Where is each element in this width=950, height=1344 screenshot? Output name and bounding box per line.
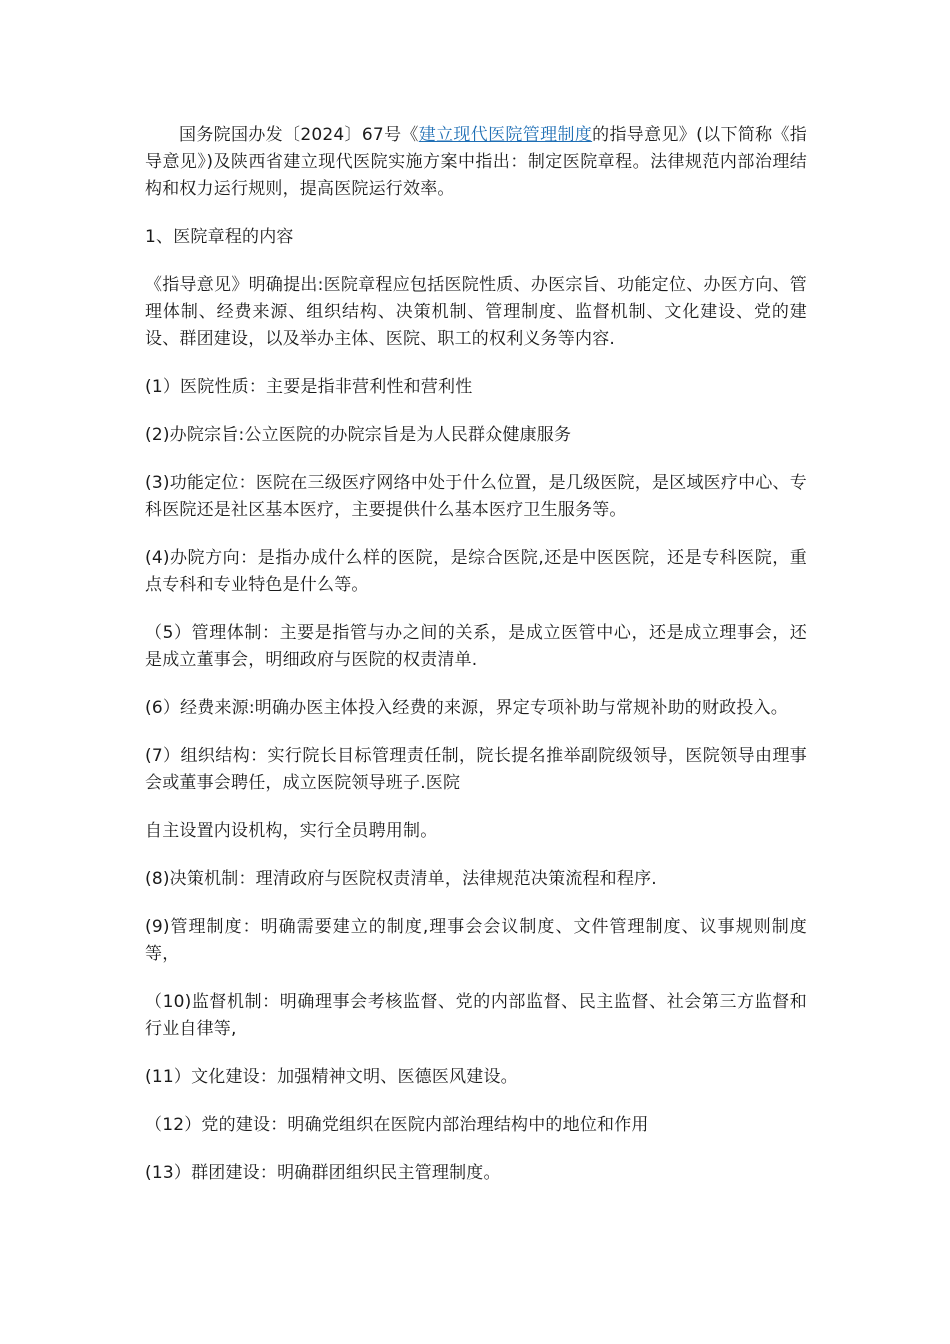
list-item-3: (3)功能定位：医院在三级医疗网络中处于什么位置，是几级医院，是区域医疗中心、专科医院还是社区基本医疗，主要提供什么基本医疗卫生服务等。	[145, 473, 807, 520]
policy-link[interactable]: 建立现代医院管理制度	[418, 125, 593, 145]
list-item-13: (13）群团建设：明确群团组织民主管理制度。	[145, 1163, 501, 1183]
list-item-4: (4)办院方向：是指办成什么样的医院，是综合医院,还是中医医院，还是专科医院，重点专科和专业特色是什么等。	[145, 548, 807, 595]
list-item-7-continued: 自主设置内设机构，实行全员聘用制。	[145, 821, 438, 841]
list-item-12: （12）党的建设：明确党组织在医院内部治理结构中的地位和作用	[145, 1115, 649, 1135]
summary-paragraph: 《指导意见》明确提出:医院章程应包括医院性质、办医宗旨、功能定位、办医方向、管理体制、经费来源、组织结构、决策机制、管理制度、监督机制、文化建设、党的建设、群团建设，以及举办主体、医院、职工的权利义务等内容.	[145, 275, 807, 349]
list-item-8: (8)决策机制：理清政府与医院权责清单，法律规范决策流程和程序.	[145, 869, 657, 889]
document-body	[145, 122, 807, 1208]
list-item-9: (9)管理制度：明确需要建立的制度,理事会会议制度、文件管理制度、议事规则制度等，	[145, 917, 807, 964]
list-item-10: （10)监督机制：明确理事会考核监督、党的内部监督、民主监督、社会第三方监督和行业自律等,	[145, 992, 807, 1039]
list-item-6: (6）经费来源:明确办医主体投入经费的来源，界定专项补助与常规补助的财政投入。	[145, 698, 788, 718]
intro-text-after: 的指导意见》(以下简称《指导意见》)及陕西省建立现代医院实施方案中指出：制定医院章程。法律规范内部治理结构和权力运行规则，提高医院运行效率。	[145, 125, 808, 199]
section-heading: 1、医院章程的内容	[145, 227, 294, 247]
list-item-2: (2)办院宗旨:公立医院的办院宗旨是为人民群众健康服务	[145, 425, 572, 445]
list-item-11: (11）文化建设：加强精神文明、医德医风建设。	[145, 1067, 518, 1087]
intro-paragraph	[145, 122, 807, 203]
list-item-1: (1）医院性质：主要是指非营利性和营利性	[145, 377, 473, 397]
intro-text-before: 国务院国办发〔2024〕67号《	[179, 125, 419, 145]
list-item-5: （5）管理体制：主要是指管与办之间的关系，是成立医管中心，还是成立理事会，还是成立董事会，明细政府与医院的权责清单.	[145, 623, 807, 670]
list-item-7: (7）组织结构：实行院长目标管理责任制，院长提名推举副院级领导，医院领导由理事会或董事会聘任，成立医院领导班子.医院	[145, 746, 807, 793]
